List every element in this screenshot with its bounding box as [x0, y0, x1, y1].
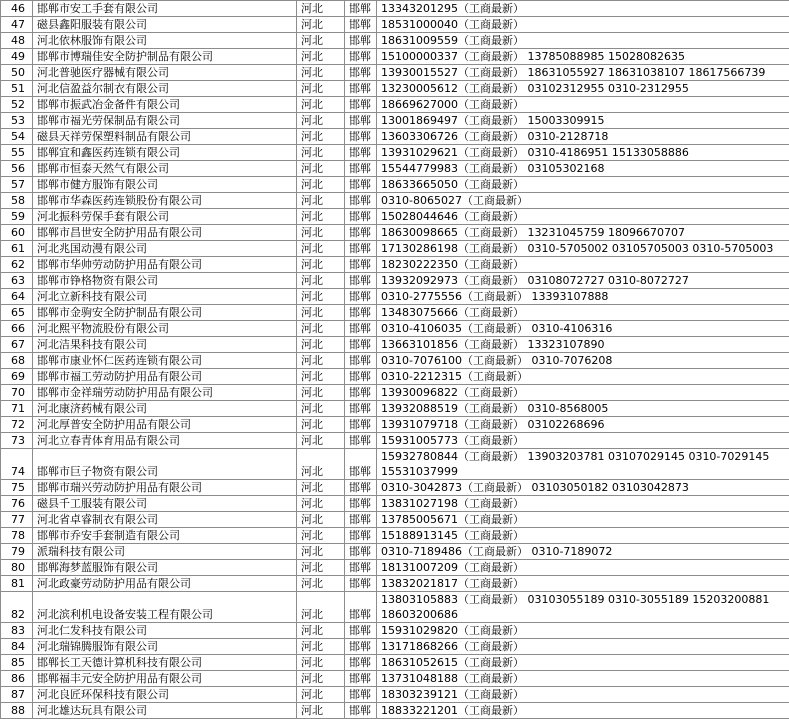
province-cell: 河北	[297, 1, 345, 17]
city-cell: 邯郸	[345, 417, 377, 433]
city-cell: 邯郸	[345, 449, 377, 480]
table-row	[1, 273, 789, 289]
province-cell: 河北	[297, 113, 345, 129]
phone-cell: 15028044646（工商最新）	[377, 209, 789, 225]
company-name-cell: 邯郸市金驹安全防护制品有限公司	[33, 305, 297, 321]
company-name-cell: 河北洁果科技有限公司	[33, 337, 297, 353]
row-number-cell: 46	[1, 1, 33, 17]
province-cell: 河北	[297, 433, 345, 449]
city-cell: 邯郸	[345, 385, 377, 401]
table-row	[1, 113, 789, 129]
table-row	[1, 433, 789, 449]
province-cell: 河北	[297, 65, 345, 81]
city-cell: 邯郸	[345, 576, 377, 592]
table-row	[1, 17, 789, 33]
row-number-cell: 51	[1, 81, 33, 97]
city-cell: 邯郸	[345, 369, 377, 385]
phone-cell: 18631052615（工商最新）	[377, 655, 789, 671]
city-cell: 邯郸	[345, 687, 377, 703]
province-cell: 河北	[297, 33, 345, 49]
company-name-cell: 邯郸市铮格物资有限公司	[33, 273, 297, 289]
province-cell: 河北	[297, 337, 345, 353]
phone-cell: 18230222350（工商最新）	[377, 257, 789, 273]
phone-cell: 15931029820（工商最新）	[377, 623, 789, 639]
row-number-cell: 63	[1, 273, 33, 289]
company-name-cell: 河北立春青体育用品有限公司	[33, 433, 297, 449]
row-number-cell: 60	[1, 225, 33, 241]
table-row	[1, 321, 789, 337]
phone-cell: 0310-8065027（工商最新）	[377, 193, 789, 209]
phone-cell: 13803105883（工商最新） 03103055189 0310-3055189 15203200881 18603200686	[377, 592, 789, 623]
row-number-cell: 87	[1, 687, 33, 703]
row-number-cell: 61	[1, 241, 33, 257]
table-row	[1, 193, 789, 209]
table-row	[1, 129, 789, 145]
province-cell: 河北	[297, 576, 345, 592]
company-name-cell: 河北兆国动漫有限公司	[33, 241, 297, 257]
table-row	[1, 177, 789, 193]
company-name-cell: 磁县鑫阳服装有限公司	[33, 17, 297, 33]
province-cell: 河北	[297, 145, 345, 161]
table-row	[1, 655, 789, 671]
company-name-cell: 邯郸市安工手套有限公司	[33, 1, 297, 17]
table-row	[1, 639, 789, 655]
row-number-cell: 76	[1, 496, 33, 512]
company-name-cell: 邯郸市振武冶金备件有限公司	[33, 97, 297, 113]
province-cell: 河北	[297, 321, 345, 337]
city-cell: 邯郸	[345, 241, 377, 257]
phone-cell: 15100000337（工商最新） 13785088985 15028082635	[377, 49, 789, 65]
phone-cell: 0310-2212315（工商最新）	[377, 369, 789, 385]
company-name-cell: 河北依林服饰有限公司	[33, 33, 297, 49]
province-cell: 河北	[297, 417, 345, 433]
table-row	[1, 560, 789, 576]
phone-cell: 13931029621（工商最新） 0310-4186951 15133058886	[377, 145, 789, 161]
province-cell: 河北	[297, 449, 345, 480]
row-number-cell: 59	[1, 209, 33, 225]
province-cell: 河北	[297, 17, 345, 33]
row-number-cell: 84	[1, 639, 33, 655]
table-row	[1, 33, 789, 49]
row-number-cell: 62	[1, 257, 33, 273]
company-name-cell: 邯郸市金祥瑞劳动防护用品有限公司	[33, 385, 297, 401]
city-cell: 邯郸	[345, 81, 377, 97]
phone-cell: 15188913145（工商最新）	[377, 528, 789, 544]
table-row	[1, 209, 789, 225]
company-name-cell: 河北厚普安全防护用品有限公司	[33, 417, 297, 433]
phone-cell: 13663101856（工商最新） 13323107890	[377, 337, 789, 353]
table-row	[1, 1, 789, 17]
company-name-cell: 河北康济药械有限公司	[33, 401, 297, 417]
row-number-cell: 56	[1, 161, 33, 177]
province-cell: 河北	[297, 225, 345, 241]
company-name-cell: 邯郸市康业怀仁医药连锁有限公司	[33, 353, 297, 369]
province-cell: 河北	[297, 623, 345, 639]
city-cell: 邯郸	[345, 401, 377, 417]
city-cell: 邯郸	[345, 512, 377, 528]
company-name-cell: 河北省卓睿制衣有限公司	[33, 512, 297, 528]
row-number-cell: 73	[1, 433, 33, 449]
row-number-cell: 55	[1, 145, 33, 161]
city-cell: 邯郸	[345, 353, 377, 369]
province-cell: 河北	[297, 592, 345, 623]
phone-cell: 13831027198（工商最新）	[377, 496, 789, 512]
company-name-cell: 邯郸市华帅劳动防护用品有限公司	[33, 257, 297, 273]
company-name-cell: 邯郸宜和鑫医药连锁有限公司	[33, 145, 297, 161]
row-number-cell: 50	[1, 65, 33, 81]
table-row	[1, 257, 789, 273]
province-cell: 河北	[297, 401, 345, 417]
company-name-cell: 河北仁发科技有限公司	[33, 623, 297, 639]
phone-cell: 13483075666（工商最新）	[377, 305, 789, 321]
province-cell: 河北	[297, 496, 345, 512]
row-number-cell: 79	[1, 544, 33, 560]
phone-cell: 13230005612（工商最新） 03102312955 0310-2312955	[377, 81, 789, 97]
table-row	[1, 81, 789, 97]
table-row	[1, 145, 789, 161]
row-number-cell: 48	[1, 33, 33, 49]
company-name-cell: 邯郸市健方服饰有限公司	[33, 177, 297, 193]
row-number-cell: 88	[1, 703, 33, 719]
company-name-cell: 邯郸市乔安手套制造有限公司	[33, 528, 297, 544]
row-number-cell: 47	[1, 17, 33, 33]
table-row	[1, 369, 789, 385]
phone-cell: 13932092973（工商最新） 03108072727 0310-8072727	[377, 273, 789, 289]
company-name-cell: 河北信盈益尔制衣有限公司	[33, 81, 297, 97]
row-number-cell: 71	[1, 401, 33, 417]
company-name-cell: 河北政豪劳动防护用品有限公司	[33, 576, 297, 592]
row-number-cell: 86	[1, 671, 33, 687]
city-cell: 邯郸	[345, 33, 377, 49]
province-cell: 河北	[297, 385, 345, 401]
phone-cell: 18303239121（工商最新）	[377, 687, 789, 703]
table-row	[1, 417, 789, 433]
company-name-cell: 河北雄达玩具有限公司	[33, 703, 297, 719]
row-number-cell: 52	[1, 97, 33, 113]
city-cell: 邯郸	[345, 528, 377, 544]
city-cell: 邯郸	[345, 193, 377, 209]
row-number-cell: 85	[1, 655, 33, 671]
company-name-cell: 河北振科劳保手套有限公司	[33, 209, 297, 225]
phone-cell: 0310-7076100（工商最新） 0310-7076208	[377, 353, 789, 369]
phone-cell: 15931005773（工商最新）	[377, 433, 789, 449]
table-row	[1, 241, 789, 257]
city-cell: 邯郸	[345, 177, 377, 193]
table-row	[1, 449, 789, 480]
city-cell: 邯郸	[345, 1, 377, 17]
company-name-cell: 邯郸福丰元安全防护用品有限公司	[33, 671, 297, 687]
row-number-cell: 68	[1, 353, 33, 369]
province-cell: 河北	[297, 528, 345, 544]
province-cell: 河北	[297, 161, 345, 177]
province-cell: 河北	[297, 129, 345, 145]
phone-cell: 13785005671（工商最新）	[377, 512, 789, 528]
city-cell: 邯郸	[345, 225, 377, 241]
company-name-cell: 河北普驰医疗器械有限公司	[33, 65, 297, 81]
phone-cell: 18630098665（工商最新） 13231045759 18096670707	[377, 225, 789, 241]
province-cell: 河北	[297, 560, 345, 576]
province-cell: 河北	[297, 369, 345, 385]
row-number-cell: 49	[1, 49, 33, 65]
company-name-cell: 邯郸市博瑞佳安全防护制品有限公司	[33, 49, 297, 65]
table-row	[1, 623, 789, 639]
table-row	[1, 385, 789, 401]
city-cell: 邯郸	[345, 623, 377, 639]
province-cell: 河北	[297, 480, 345, 496]
city-cell: 邯郸	[345, 560, 377, 576]
row-number-cell: 82	[1, 592, 33, 623]
table-row	[1, 97, 789, 113]
row-number-cell: 64	[1, 289, 33, 305]
phone-cell: 0310-3042873（工商最新） 03103050182 03103042873	[377, 480, 789, 496]
table-row	[1, 576, 789, 592]
company-name-cell: 邯郸市巨子物资有限公司	[33, 449, 297, 480]
company-name-cell: 邯郸市昌世安全防护用品有限公司	[33, 225, 297, 241]
phone-cell: 18633665050（工商最新）	[377, 177, 789, 193]
phone-cell: 13931079718（工商最新） 03102268696	[377, 417, 789, 433]
city-cell: 邯郸	[345, 671, 377, 687]
city-cell: 邯郸	[345, 703, 377, 719]
table-row	[1, 512, 789, 528]
company-name-cell: 邯郸海梦蓝服饰有限公司	[33, 560, 297, 576]
company-name-cell: 河北立新科技有限公司	[33, 289, 297, 305]
table-row	[1, 353, 789, 369]
province-cell: 河北	[297, 703, 345, 719]
company-name-cell: 邯郸市恒泰天然气有限公司	[33, 161, 297, 177]
table-row	[1, 225, 789, 241]
city-cell: 邯郸	[345, 289, 377, 305]
province-cell: 河北	[297, 289, 345, 305]
city-cell: 邯郸	[345, 480, 377, 496]
province-cell: 河北	[297, 273, 345, 289]
province-cell: 河北	[297, 512, 345, 528]
table-row	[1, 687, 789, 703]
company-name-cell: 派瑞科技有限公司	[33, 544, 297, 560]
city-cell: 邯郸	[345, 161, 377, 177]
company-name-cell: 磁县天祥劳保塑料制品有限公司	[33, 129, 297, 145]
city-cell: 邯郸	[345, 65, 377, 81]
row-number-cell: 53	[1, 113, 33, 129]
table-row	[1, 528, 789, 544]
province-cell: 河北	[297, 177, 345, 193]
phone-cell: 18631009559（工商最新）	[377, 33, 789, 49]
row-number-cell: 69	[1, 369, 33, 385]
row-number-cell: 57	[1, 177, 33, 193]
row-number-cell: 66	[1, 321, 33, 337]
city-cell: 邯郸	[345, 257, 377, 273]
row-number-cell: 83	[1, 623, 33, 639]
city-cell: 邯郸	[345, 592, 377, 623]
company-name-cell: 河北熙平物流股份有限公司	[33, 321, 297, 337]
phone-cell: 13930015527（工商最新） 18631055927 18631038107 18617566739	[377, 65, 789, 81]
city-cell: 邯郸	[345, 639, 377, 655]
phone-cell: 18833221201（工商最新）	[377, 703, 789, 719]
table-row	[1, 161, 789, 177]
province-cell: 河北	[297, 544, 345, 560]
city-cell: 邯郸	[345, 337, 377, 353]
city-cell: 邯郸	[345, 113, 377, 129]
row-number-cell: 70	[1, 385, 33, 401]
city-cell: 邯郸	[345, 129, 377, 145]
company-table-body	[1, 1, 789, 719]
phone-cell: 13832021817（工商最新）	[377, 576, 789, 592]
phone-cell: 15544779983（工商最新） 03105302168	[377, 161, 789, 177]
province-cell: 河北	[297, 671, 345, 687]
row-number-cell: 75	[1, 480, 33, 496]
province-cell: 河北	[297, 81, 345, 97]
province-cell: 河北	[297, 241, 345, 257]
city-cell: 邯郸	[345, 49, 377, 65]
city-cell: 邯郸	[345, 273, 377, 289]
province-cell: 河北	[297, 687, 345, 703]
company-name-cell: 河北良匠环保科技有限公司	[33, 687, 297, 703]
row-number-cell: 58	[1, 193, 33, 209]
city-cell: 邯郸	[345, 433, 377, 449]
phone-cell: 13731048188（工商最新）	[377, 671, 789, 687]
city-cell: 邯郸	[345, 305, 377, 321]
row-number-cell: 81	[1, 576, 33, 592]
phone-cell: 13001869497（工商最新） 15003309915	[377, 113, 789, 129]
phone-cell: 13932088519（工商最新） 0310-8568005	[377, 401, 789, 417]
city-cell: 邯郸	[345, 209, 377, 225]
phone-cell: 0310-7189486（工商最新） 0310-7189072	[377, 544, 789, 560]
table-row	[1, 592, 789, 623]
company-name-cell: 邯郸市福光劳保制品有限公司	[33, 113, 297, 129]
city-cell: 邯郸	[345, 655, 377, 671]
city-cell: 邯郸	[345, 97, 377, 113]
table-row	[1, 65, 789, 81]
company-name-cell: 河北滨利机电设备安装工程有限公司	[33, 592, 297, 623]
row-number-cell: 80	[1, 560, 33, 576]
table-row	[1, 49, 789, 65]
row-number-cell: 78	[1, 528, 33, 544]
phone-cell: 17130286198（工商最新） 0310-5705002 03105705003 0310-5705003	[377, 241, 789, 257]
table-row	[1, 401, 789, 417]
province-cell: 河北	[297, 193, 345, 209]
table-row	[1, 289, 789, 305]
row-number-cell: 65	[1, 305, 33, 321]
phone-cell: 15932780844（工商最新） 13903203781 03107029145 0310-7029145 15531037999	[377, 449, 789, 480]
province-cell: 河北	[297, 639, 345, 655]
row-number-cell: 74	[1, 449, 33, 480]
province-cell: 河北	[297, 655, 345, 671]
row-number-cell: 54	[1, 129, 33, 145]
phone-cell: 0310-4106035（工商最新） 0310-4106316	[377, 321, 789, 337]
city-cell: 邯郸	[345, 496, 377, 512]
phone-cell: 18669627000（工商最新）	[377, 97, 789, 113]
province-cell: 河北	[297, 305, 345, 321]
phone-cell: 13930096822（工商最新）	[377, 385, 789, 401]
province-cell: 河北	[297, 257, 345, 273]
table-row	[1, 337, 789, 353]
phone-cell: 18531000040（工商最新）	[377, 17, 789, 33]
row-number-cell: 77	[1, 512, 33, 528]
province-cell: 河北	[297, 49, 345, 65]
row-number-cell: 72	[1, 417, 33, 433]
phone-cell: 13171868266（工商最新）	[377, 639, 789, 655]
province-cell: 河北	[297, 97, 345, 113]
table-row	[1, 305, 789, 321]
company-name-cell: 邯郸长工天德计算机科技有限公司	[33, 655, 297, 671]
city-cell: 邯郸	[345, 17, 377, 33]
company-name-cell: 邯郸市华森医药连锁股份有限公司	[33, 193, 297, 209]
city-cell: 邯郸	[345, 544, 377, 560]
table-row	[1, 496, 789, 512]
row-number-cell: 67	[1, 337, 33, 353]
company-name-cell: 磁县千工服装有限公司	[33, 496, 297, 512]
company-name-cell: 河北瑞锦腾服饰有限公司	[33, 639, 297, 655]
province-cell: 河北	[297, 209, 345, 225]
phone-cell: 13343201295（工商最新）	[377, 1, 789, 17]
province-cell: 河北	[297, 353, 345, 369]
phone-cell: 18131007209（工商最新）	[377, 560, 789, 576]
table-row	[1, 703, 789, 719]
table-row	[1, 544, 789, 560]
phone-cell: 0310-2775556（工商最新） 13393107888	[377, 289, 789, 305]
table-row	[1, 671, 789, 687]
company-name-cell: 邯郸市瑞兴劳动防护用品有限公司	[33, 480, 297, 496]
phone-cell: 13603306726（工商最新） 0310-2128718	[377, 129, 789, 145]
company-name-cell: 邯郸市福工劳动防护用品有限公司	[33, 369, 297, 385]
table-row	[1, 480, 789, 496]
city-cell: 邯郸	[345, 321, 377, 337]
city-cell: 邯郸	[345, 145, 377, 161]
